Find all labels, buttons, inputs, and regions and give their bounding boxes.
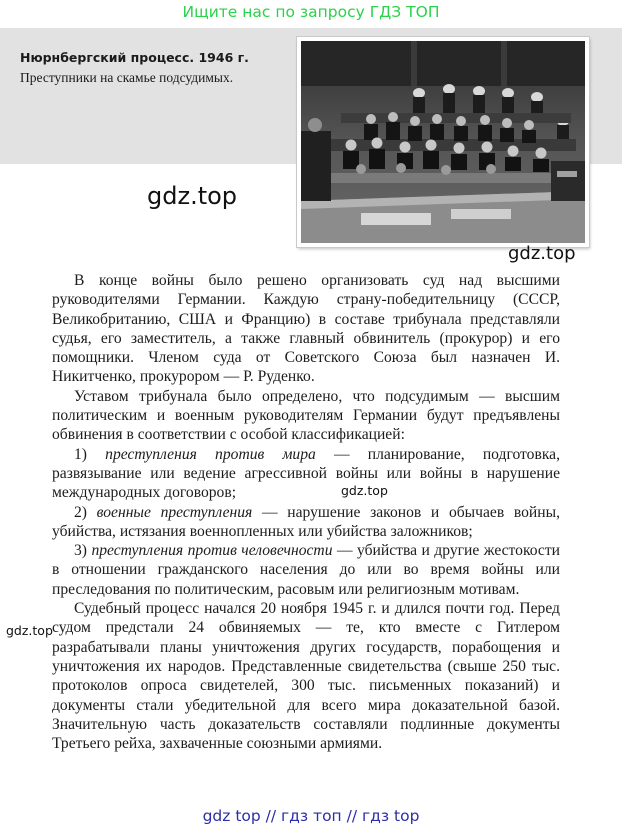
term-crimes-against-humanity: преступления против человечности bbox=[91, 542, 333, 560]
watermark-large: gdz.top bbox=[147, 182, 238, 210]
photo-caption-title: Нюрнбергский процесс. 1946 г. bbox=[20, 50, 249, 65]
watermark-middle: gdz.top bbox=[341, 483, 388, 498]
photo-caption-subtitle: Преступники на скамье подсудимых. bbox=[20, 70, 234, 85]
watermark-right: gdz.top bbox=[508, 243, 576, 264]
definition-crimes-against-peace: — планирование, подготовка, развязывание или ведение агрессивной войны или войны в нарушение международных договоров; bbox=[52, 445, 560, 502]
top-search-banner[interactable]: Ищите нас по запросу ГДЗ ТОП bbox=[182, 3, 440, 21]
list-item-number: 1) bbox=[74, 445, 106, 463]
definition-crimes-against-humanity: — убийства и другие жестокости в отношении гражданского населения до или во время войны или преследования по политическим, расовым или религиозным мотивам. bbox=[52, 542, 561, 598]
list-item-number: 3) bbox=[74, 542, 92, 560]
list-item-war-crimes bbox=[52, 503, 560, 542]
nuremberg-trial-photo bbox=[301, 41, 585, 243]
term-war-crimes: военные преступления bbox=[96, 503, 253, 521]
definition-war-crimes: — нарушение законов и обычаев войны, убийства, истязания военнопленных или убийства заложников; bbox=[52, 503, 560, 540]
paragraph-charter: Уставом трибунала было определено, что подсудимым — высшим политическим и военным руководителям Германии будут предъявлены обвинения в соответствии с особой классификацией: bbox=[52, 387, 560, 444]
bottom-links-banner[interactable]: gdz top // гдз топ // гдз top bbox=[202, 807, 420, 825]
paragraph-trial-proceedings: Судебный процесс начался 20 ноября 1945 г. и длился почти год. Перед судом предстали 24 обвиняемых — те, кто вместе с Гитлером разрабатывали планы уничтожения других государств, порабощения и уничтожения их народов. Представленные свидетельства (свыше 250 тыс. протоколов опроса свидетелей, 300 тыс. письменных показаний) и документы стали убедительной для всего мира доказательной базой. Значительную часть доказательств составляли подлинные документы Третьего рейха, захваченные союзными армиями. bbox=[52, 600, 560, 753]
watermark-left: gdz.top bbox=[6, 623, 53, 638]
list-item-crimes-against-humanity bbox=[52, 541, 560, 599]
photo-frame bbox=[297, 37, 589, 247]
article-body bbox=[52, 271, 560, 753]
list-item-crimes-against-peace bbox=[52, 445, 560, 503]
term-crimes-against-peace: преступления против мира bbox=[105, 445, 316, 463]
list-item-number: 2) bbox=[74, 503, 97, 521]
paragraph-tribunal-organization: В конце войны было решено организовать суд над высшими руководителями Германии. Каждую страну-победительницу (СССР, Великобританию, США и Францию) в составе трибунала представляли судья, его заместитель, а также главный обвинитель (прокурор) и его помощники. Членом суда от Советского Союза был назначен И. Никитченко, прокурором — Р. Руденко. bbox=[52, 272, 560, 386]
